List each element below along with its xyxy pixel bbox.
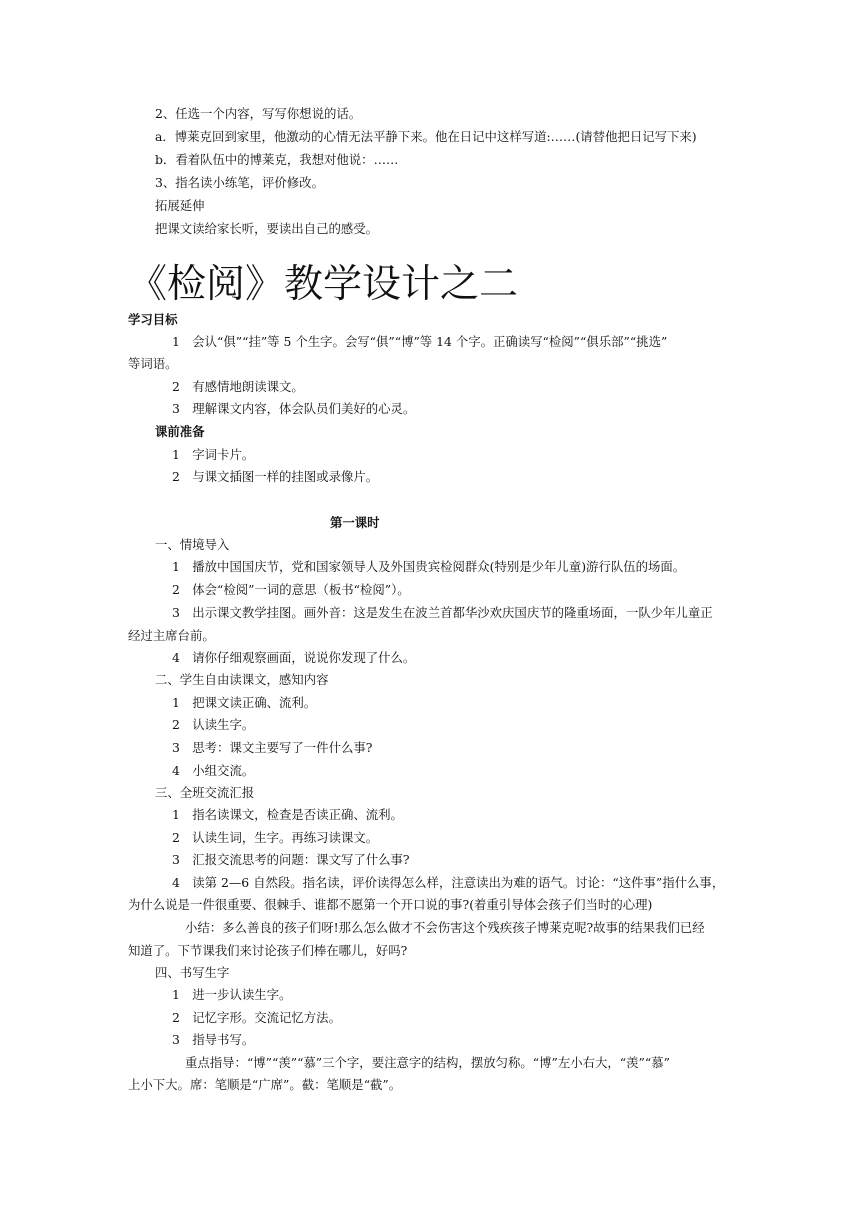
s4-focus-cont: 上小下大。席：笔顺是“广席”。截：笔顺是“截”。 xyxy=(128,1077,402,1092)
s4-item-1: 1 进一步认读生字。 xyxy=(172,987,292,1002)
s4-focus: 重点指导：“博”“羡”“慕”三个字，要注意字的结构，摆放匀称。“博”左小右大，“羡”“慕” xyxy=(185,1055,670,1070)
s1-heading: 一、情境导入 xyxy=(155,537,230,552)
s2-item-4: 4 小组交流。 xyxy=(172,763,255,778)
s3-item-4-cont: 为什么说是一件很重要、很棘手、谁都不愿第一个开口说的事?(着重引导体会孩子们当时的心理) xyxy=(128,897,653,912)
goals-item-1: 1 会认“俱”“挂”等 5 个生字。会写“俱”“博”等 14 个字。正确读写“检阅”“俱乐部”“挑选” xyxy=(172,334,668,349)
prep-item-1: 1 字词卡片。 xyxy=(172,447,255,462)
s3-item-2: 2 认读生词，生字。再练习读课文。 xyxy=(172,830,379,845)
s1-item-2: 2 体会“检阅”一词的意思（板书“检阅”）。 xyxy=(172,582,410,597)
goals-heading: 学习目标 xyxy=(128,312,178,327)
intro-line-6: 把课文读给家长听，要读出自己的感受。 xyxy=(155,221,379,236)
s3-summary: 小结：多么善良的孩子们呀!那么怎么做才不会伤害这个残疾孩子博莱克呢?故事的结果我们已经 xyxy=(185,920,705,935)
s3-heading: 三、全班交流汇报 xyxy=(155,785,255,800)
intro-line-1: 2、任选一个内容，写写你想说的话。 xyxy=(155,106,362,121)
goals-item-2: 2 有感情地朗读课文。 xyxy=(172,379,304,394)
goals-item-3: 3 理解课文内容，体会队员们美好的心灵。 xyxy=(172,401,416,416)
s2-item-2: 2 认读生字。 xyxy=(172,717,255,732)
s1-item-3-cont: 经过主席台前。 xyxy=(128,628,215,643)
s2-item-3: 3 思考：课文主要写了一件什么事? xyxy=(172,740,373,755)
intro-line-2: a．博莱克回到家里，他激动的心情无法平静下来。他在日记中这样写道:……(请替他把日记写下来) xyxy=(155,129,697,144)
prep-item-2: 2 与课文插图一样的挂图或录像片。 xyxy=(172,469,379,484)
intro-line-4: 3、指名读小练笔，评价修改。 xyxy=(155,175,324,190)
s3-item-3: 3 汇报交流思考的问题：课文写了什么事? xyxy=(172,852,410,867)
s1-item-3: 3 出示课文教学挂图。画外音：这是发生在波兰首都华沙欢庆国庆节的隆重场面，一队少年儿童正 xyxy=(172,605,713,620)
s1-item-1: 1 播放中国国庆节，党和国家领导人及外国贵宾检阅群众(特别是少年儿童)游行队伍的场面。 xyxy=(172,559,686,574)
s1-item-4: 4 请你仔细观察画面，说说你发现了什么。 xyxy=(172,650,416,665)
s2-heading: 二、学生自由读课文，感知内容 xyxy=(155,672,329,687)
s4-heading: 四、书写生字 xyxy=(155,965,230,980)
prep-heading: 课前准备 xyxy=(155,424,205,439)
s3-item-1: 1 指名读课文，检查是否读正确、流利。 xyxy=(172,807,403,822)
s4-item-3: 3 指导书写。 xyxy=(172,1032,255,1047)
page-title: 《检阅》教学设计之二 xyxy=(128,262,519,307)
lesson-heading: 第一课时 xyxy=(330,515,380,530)
s3-item-4: 4 读第 2—6 自然段。指名读，评价读得怎么样，注意读出为难的语气。讨论：“这件事”指什么事， xyxy=(172,875,725,890)
intro-line-3: b．看着队伍中的博莱克，我想对他说：…… xyxy=(155,152,399,167)
goals-item-1-cont: 等词语。 xyxy=(128,356,178,371)
s4-item-2: 2 记忆字形。交流记忆方法。 xyxy=(172,1010,341,1025)
s2-item-1: 1 把课文读正确、流利。 xyxy=(172,695,317,710)
s3-summary-cont: 知道了。下节课我们来讨论孩子们棒在哪儿，好吗? xyxy=(128,943,408,958)
intro-line-5: 拓展延伸 xyxy=(155,198,205,213)
